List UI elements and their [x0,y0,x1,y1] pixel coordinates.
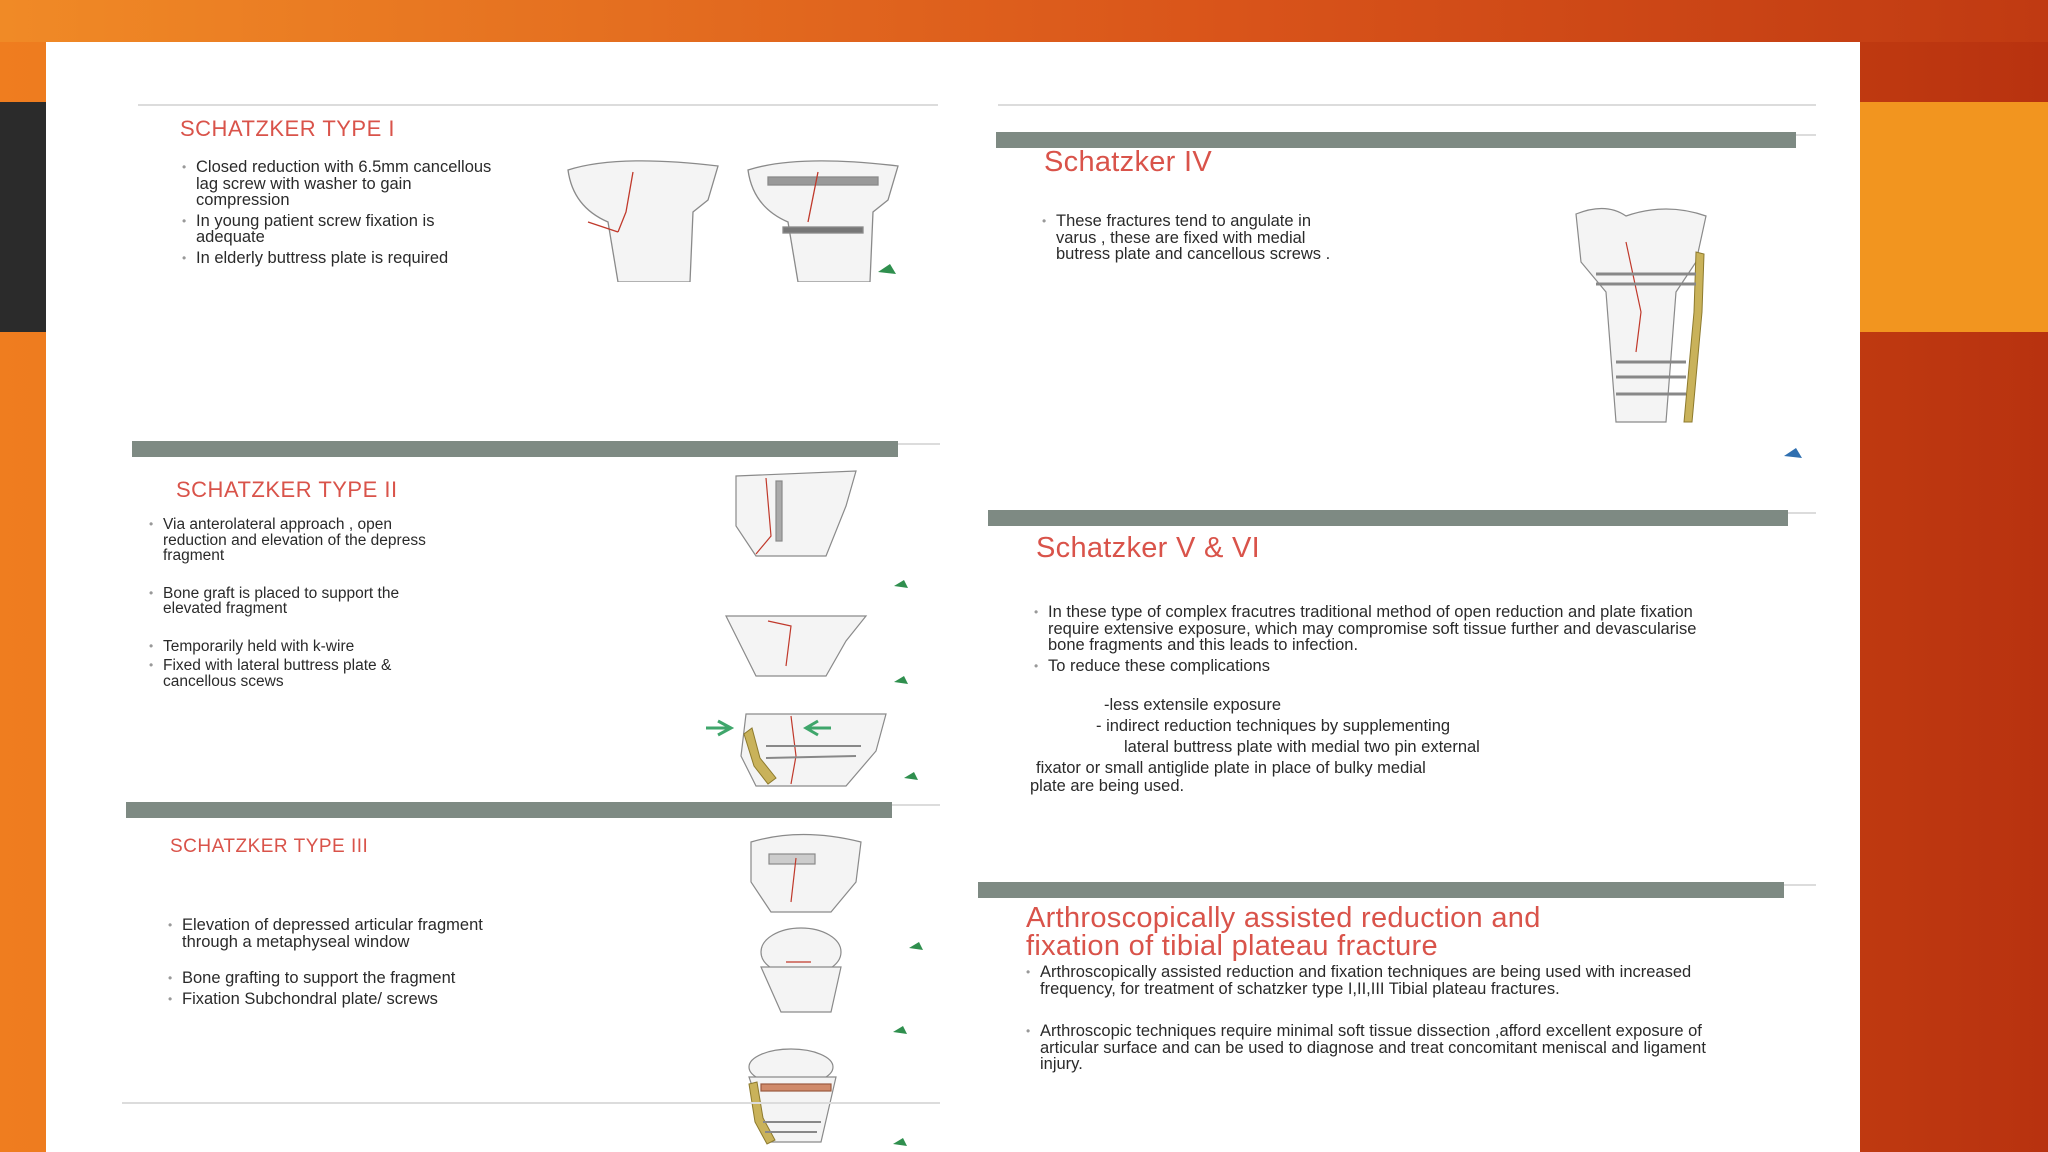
list-item: • Fixed with lateral buttress plate & cancellous scews [149,658,449,689]
panel-top-rule [898,443,940,445]
type56-sub-item: -less extensile exposure [1104,696,1282,714]
lag-screw-fixation-icon [748,161,898,282]
type1-bullets [182,159,502,270]
right-orange-tab [1860,102,2048,332]
panel-title-type3: SCHATZKER TYPE III [170,836,369,857]
panel-top-rule [892,804,940,806]
list-item: • In young patient screw fixation is adequate [182,213,502,246]
panel-title-type4: Schatzker IV [1044,146,1212,178]
type3-bullets [168,917,488,1011]
type56-sub-item: plate are being used. [1030,777,1185,795]
type56-sub-item: lateral buttress plate with medial two pin external [1124,738,1480,756]
type56-sub-item: - indirect reduction techniques by supplementing [1096,717,1451,735]
panel-top-rule [998,104,1816,106]
list-item: • Arthroscopic techniques require minimal soft tissue dissection ,afford excellent exposure of articular surface and can be used to diagnose and treat concomitant meniscal and ligament injury. [1026,1023,1726,1073]
panel-title-arthro-line1: Arthroscopically assisted reduction and [1026,902,1541,934]
type56-bullets [1034,604,1734,678]
panel-header-bar [126,802,892,818]
list-item: • Fixation Subchondral plate/ screws [168,991,488,1008]
list-item: • Bone graft is placed to support the elevated fragment [149,586,449,617]
panel-header-bar [132,441,898,457]
type2-figures [696,466,936,796]
type1-tibia-figure [558,152,918,282]
list-item: • These fractures tend to angulate in varus , these are fixed with medial butress plate and cancellous screws . [1042,213,1352,263]
list-item: • In these type of complex fracutres traditional method of open reduction and plate fixation require extensive exposure, which may compromise soft tissue further and devascularise bone fragments and this leads to infection. [1034,604,1734,654]
panel-title-arthro-line2: fixation of tibial plateau fracture [1026,930,1438,962]
type56-sub-item: fixator or small antiglide plate in place of bulky medial [1036,759,1426,777]
panel-top-rule [1796,134,1816,136]
slide-logo-icon [894,676,908,684]
slide-logo-icon [894,580,908,588]
background-top-band [0,0,2048,42]
list-item: • Closed reduction with 6.5mm cancellous lag screw with washer to gain compression [182,159,502,209]
tibia-fracture-icon [749,835,861,1143]
arthro-bullets [1026,964,1726,1077]
list-item: • Temporarily held with k-wire [149,639,449,655]
slide-logo-icon [893,1138,907,1146]
list-item: • Elevation of depressed articular fragment through a metaphyseal window [168,917,488,950]
slide-logo-icon [1784,448,1802,458]
tibia-fracture-icon [568,161,718,282]
slide-logo-icon [904,772,918,780]
panel-title-type56: Schatzker V & VI [1036,532,1260,564]
list-item: • Arthroscopically assisted reduction and fixation techniques are being used with increased frequency, for treatment of schatzker type I,II,III Tibial plateau fractures. [1026,964,1726,997]
slide-logo-icon [909,942,923,950]
slide-logo-icon [878,264,896,274]
type4-tibia-figure [1546,202,1826,482]
list-item: • To reduce these complications [1034,658,1734,675]
panel-header-bar [978,882,1784,898]
panel-title-type1: SCHATZKER TYPE I [180,116,396,141]
type2-bullets [149,517,449,693]
panel-top-rule [1788,512,1816,514]
list-item: • Bone grafting to support the fragment [168,970,488,987]
slide-canvas [46,42,1860,1152]
left-dark-tab [0,102,48,332]
type4-bullets [1042,213,1352,267]
list-item: • In elderly buttress plate is required [182,250,502,267]
list-item: • Via anterolateral approach , open reduction and elevation of the depress fragment [149,517,449,564]
panel-header-bar [988,510,1788,526]
slide-logo-icon [893,1026,907,1034]
panel-top-rule [138,104,938,106]
panel-top-rule [1784,884,1816,886]
panel-bottom-rule [122,1102,940,1104]
panel-title-type2: SCHATZKER TYPE II [176,477,398,502]
